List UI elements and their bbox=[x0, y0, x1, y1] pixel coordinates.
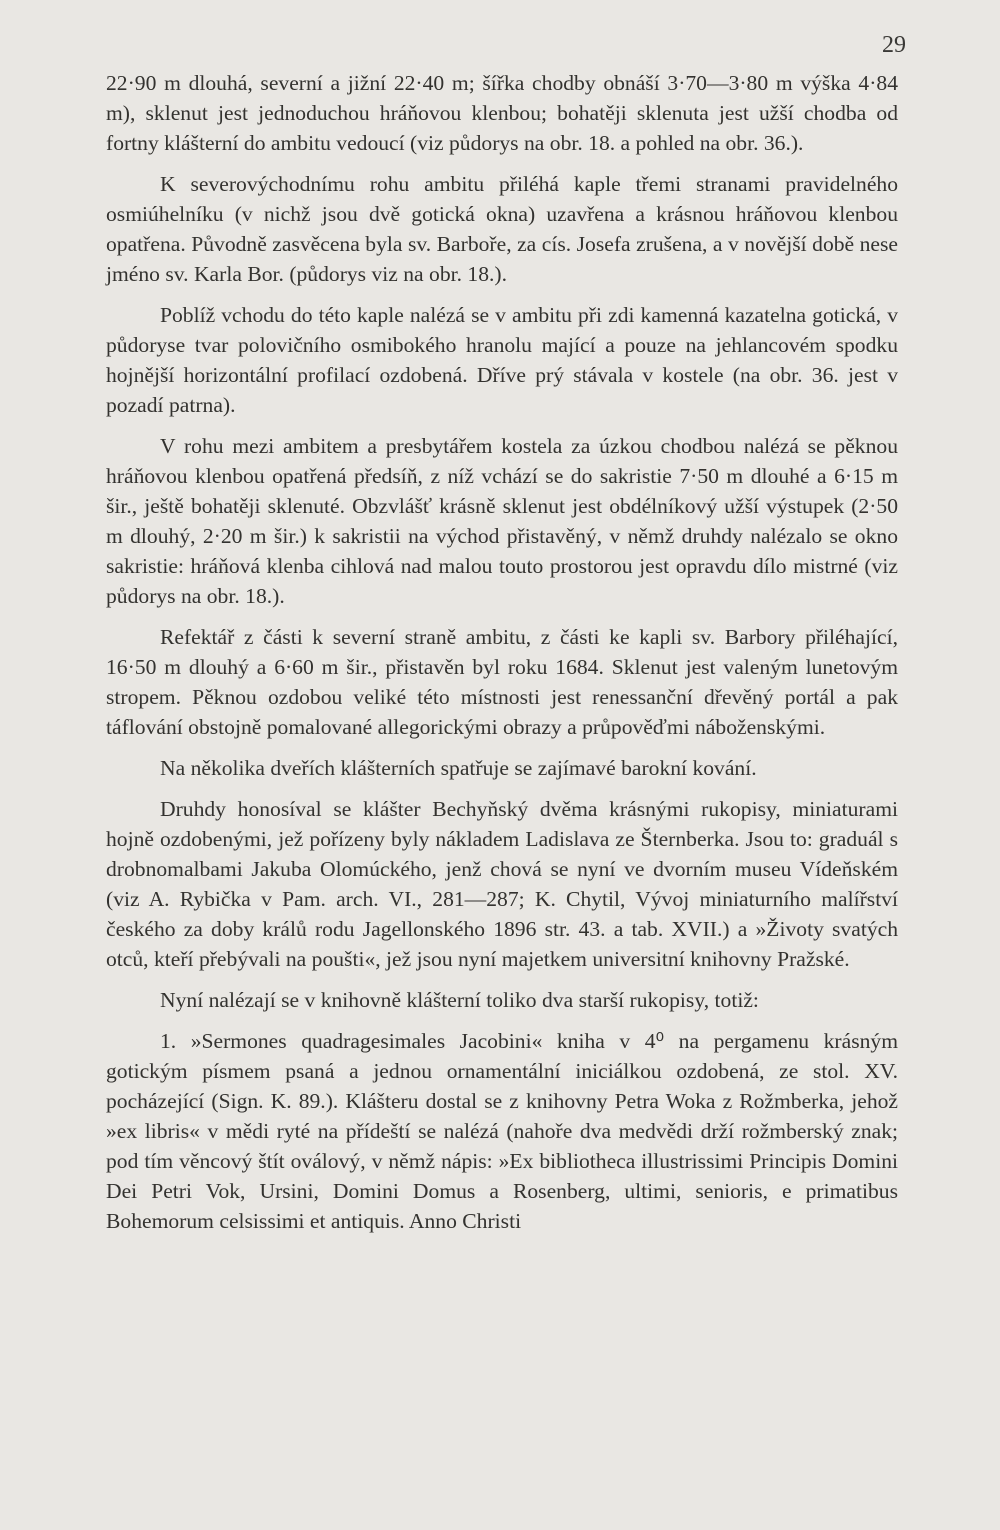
body-text bbox=[106, 68, 898, 1247]
page-number: 29 bbox=[882, 32, 906, 58]
paragraph-5: Refektář z části k severní straně ambitu, z části ke kapli sv. Barbory přiléhající, 16·50 m dlouhý a 6·60 m šir., přistavěn byl roku 1684. Sklenut jest valeným lunetovým stropem. Pěknou ozdobou veliké této místnosti jest renessanční dřevěný portál a pak táflování obstojně pomalované allegorickými obrazy a průpověďmi náboženskými. bbox=[106, 625, 898, 739]
paragraph-3: Poblíž vchodu do této kaple nalézá se v ambitu při zdi kamenná kazatelna gotická, v půdoryse tvar polovičního osmibokého hranolu mající a pouze na jehlancovém spodku hojnější horizontální profilací ozdobená. Dříve prý stávala v kostele (na obr. 36. jest v pozadí patrna). bbox=[106, 303, 898, 417]
paragraph-1: 22·90 m dlouhá, severní a jižní 22·40 m; šířka chodby obnáší 3·70—3·80 m výška 4·84 m), sklenut jest jednoduchou hráňovou klenbou; bohatěji sklenuta jest užší chodba od fortny klášterní do ambitu vedoucí (viz půdorys na obr. 18. a pohled na obr. 36.). bbox=[106, 71, 898, 155]
paragraph-8: Nyní nalézají se v knihovně klášterní toliko dva starší rukopisy, totiž: bbox=[160, 988, 759, 1012]
paragraph-2: K severovýchodnímu rohu ambitu přiléhá kaple třemi stranami pravidelného osmiúhelníku (v nichž jsou dvě gotická okna) uzavřena a krásnou hráňovou klenbou opatřena. Původně zasvěcena byla sv. Barboře, za cís. Josefa zrušena, a v novější době nese jméno sv. Karla Bor. (půdorys viz na obr. 18.). bbox=[106, 172, 898, 286]
paragraph-7: Druhdy honosíval se klášter Bechyňský dvěma krásnými rukopisy, miniaturami hojně ozdobenými, jež pořízeny byly nákladem Ladislava ze Šternberka. Jsou to: graduál s drobnomalbami Jakuba Olomúckého, jenž chová se nyní ve dvorním museu Vídeňském (viz A. Rybička v Pam. arch. VI., 281—287; K. Chytil, Vývoj miniaturního malířství českého za doby králů rodu Jagellonského 1896 str. 43. a tab. XVII.) a »Životy svatých otců, kteří přebývali na poušti«, jež jsou nyní majetkem universitní knihovny Pražské. bbox=[106, 797, 898, 971]
paragraph-6: Na několika dveřích klášterních spatřuje se zajímavé barokní kování. bbox=[160, 756, 757, 780]
paragraph-4: V rohu mezi ambitem a presbytářem kostela za úzkou chodbou nalézá se pěknou hráňovou klenbou opatřená předsíň, z níž vchází se do sakristie 7·50 m dlouhé a 6·15 m šir., ještě bohatěji sklenuté. Obzvlášť krásně sklenut jest obdélníkový užší výstupek (2·50 m dlouhý, 2·20 m šir.) k sakristii na východ přistavěný, v němž druhdy nalézalo se okno sakristie: hráňová klenba cihlová nad malou touto prostorou jest opravdu dílo mistrné (viz půdorys na obr. 18.). bbox=[106, 434, 898, 608]
paragraph-9: 1. »Sermones quadragesimales Jacobini« kniha v 4⁰ na pergamenu krásným gotickým písmem psaná a jednou ornamentální iniciálkou ozdobená, ze stol. XV. pocházející (Sign. K. 89.). Klášteru dostal se z knihovny Petra Woka z Rožmberka, jehož »ex libris« v mědi ryté na přídeští se nalézá (nahoře dva medvědi drží rožmberský znak; pod tím věncový štít oválový, v němž nápis: »Ex bibliotheca illustrissimi Principis Domini Dei Petri Vok, Ursini, Domini Domus a Rosenberg, ultimi, senioris, e primatibus Bohemorum celsissimi et antiquis. Anno Christi bbox=[106, 1029, 898, 1233]
